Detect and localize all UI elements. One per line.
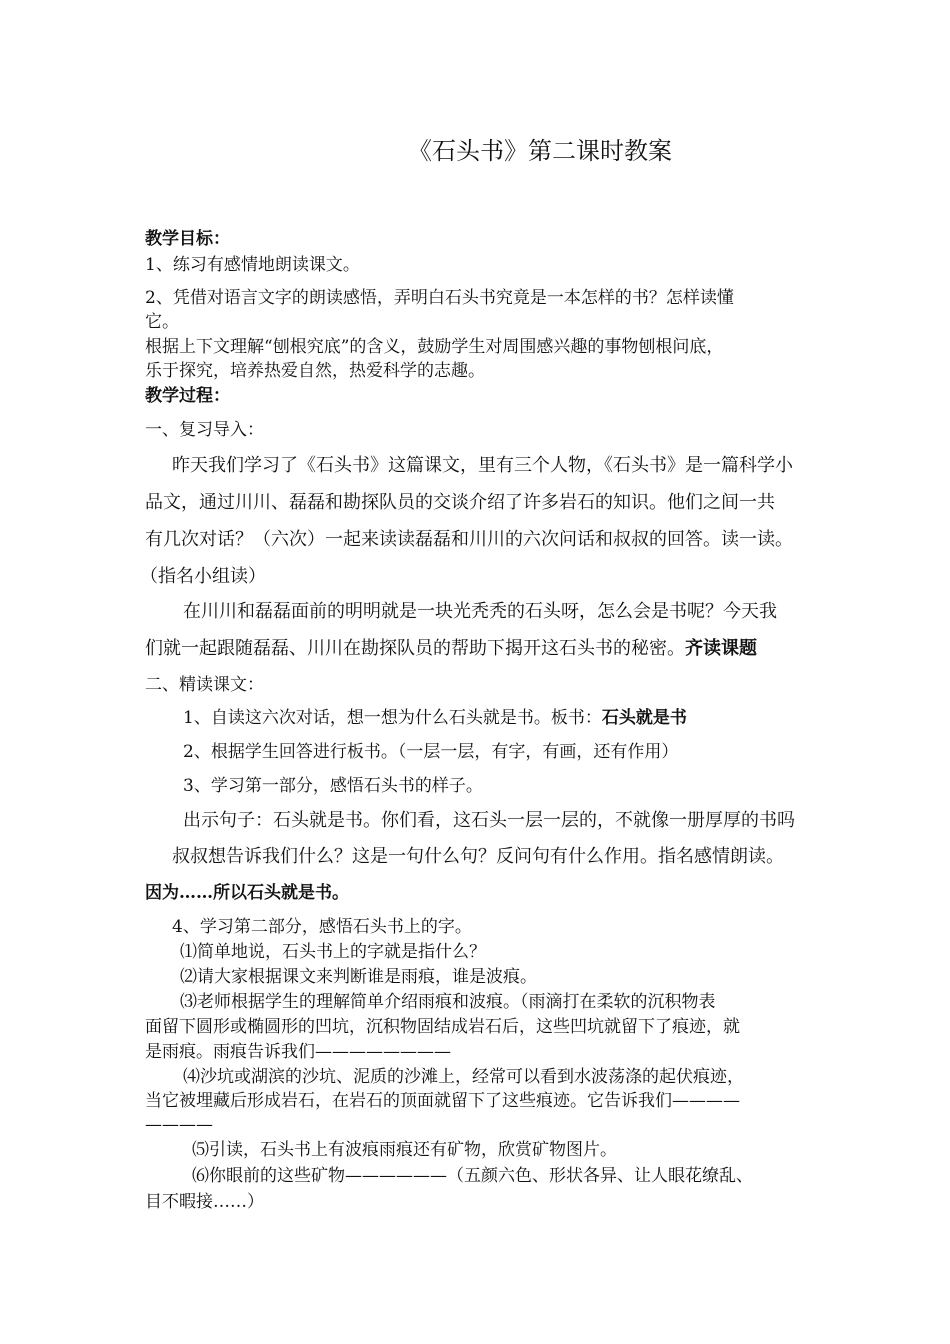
section-1-para-1-line-3: 有几次对话？（六次）一起来读读磊磊和川川的六次问话和叔叔的回答。读一读。 [145,529,793,550]
objective-item-2-line-2: 它。 [145,312,179,332]
sub-item-3-line-1: ⑶老师根据学生的理解简单介绍雨痕和波痕。（雨滴打在柔软的沉积物表 [180,992,716,1012]
sub-item-4-line-2: 当它被埋藏后形成岩石，在岩石的顶面就留下了这些痕迹。它告诉我们———— [145,1091,740,1111]
document-title: 《石头书》第二课时教案 [408,137,672,165]
step-1-text: 1、自读这六次对话，想一想为什么石头就是书。板书： [183,708,602,728]
objective-item-3-line-1: 根据上下文理解“刨根究底”的含义，鼓励学生对周围感兴趣的事物刨根问底， [145,337,724,357]
objectives-heading: 教学目标： [145,229,230,249]
objective-item-2-line-1: 2、凭借对语言文字的朗读感悟，弄明白石头书究竟是一本怎样的书？怎样读懂 [145,288,734,308]
board-writing: 石头就是书 [601,708,687,728]
sentence-line-1: 出示句子：石头就是书。你们看，这石头一层一层的，不就像一册厚厚的书吗 [183,810,795,831]
sub-item-3-line-2: 面留下圆形或椭圆形的凹坑，沉积物固结成岩石后，这些凹坑就留下了痕迹，就 [145,1017,740,1037]
sentence-line-2: 叔叔想告诉我们什么？这是一句什么句？反问句有什么作用。指名感情朗读。 [172,846,784,867]
process-heading: 教学过程： [145,386,230,406]
section-1-heading: 一、复习导入： [145,420,264,440]
step-2: 2、根据学生回答进行板书。（一层一层，有字，有画，还有作用） [183,742,679,762]
section-1-para-2-line-1: 在川川和磊磊面前的明明就是一块光秃秃的石头呀，怎么会是书呢？今天我 [183,601,777,622]
read-title-together: 齐读课题 [685,638,757,659]
section-1-para-2-text: 们就一起跟随磊磊、川川在勘探队员的帮助下揭开这石头书的秘密。 [145,638,685,659]
sub-item-2: ⑵请大家根据课文来判断谁是雨痕，谁是波痕。 [180,967,537,987]
section-1-para-2-line-2 [145,639,757,659]
section-1-para-1-line-1: 昨天我们学习了《石头书》这篇课文，里有三个人物，《石头书》是一篇科学小 [172,455,793,476]
sub-item-1: ⑴简单地说，石头书上的字就是指什么？ [180,942,486,962]
step-3: 3、学习第一部分，感悟石头书的样子。 [183,776,483,796]
step-1 [183,708,687,728]
sub-item-4-line-3: ———— [145,1115,213,1135]
sub-item-3-line-3: 是雨痕。雨痕告诉我们———————— [145,1042,451,1062]
because-statement: 因为……所以石头就是书。 [145,883,349,903]
objective-item-3-line-2: 乐于探究，培养热爱自然，热爱科学的志趣。 [145,361,485,381]
sub-item-4-line-1: ⑷沙坑或湖滨的沙坑、泥质的沙滩上，经常可以看到水波荡涤的起伏痕迹， [183,1067,744,1087]
step-4: 4、学习第二部分，感悟石头书上的字。 [172,917,472,937]
sub-item-5: ⑸引读，石头书上有波痕雨痕还有矿物，欣赏矿物图片。 [192,1140,617,1160]
section-1-para-1-line-2: 品文，通过川川、磊磊和勘探队员的交谈介绍了许多岩石的知识。他们之间一共 [145,492,775,513]
objective-item-1: 1、练习有感情地朗读课文。 [145,255,360,275]
sub-item-6-line-2: 目不暇接……） [145,1192,264,1212]
section-2-heading: 二、精读课文： [145,675,264,695]
section-1-para-1-line-4: （指名小组读） [140,566,266,587]
sub-item-6-line-1: ⑹你眼前的这些矿物——————（五颜六色、形状各异、让人眼花缭乱、 [192,1166,753,1186]
